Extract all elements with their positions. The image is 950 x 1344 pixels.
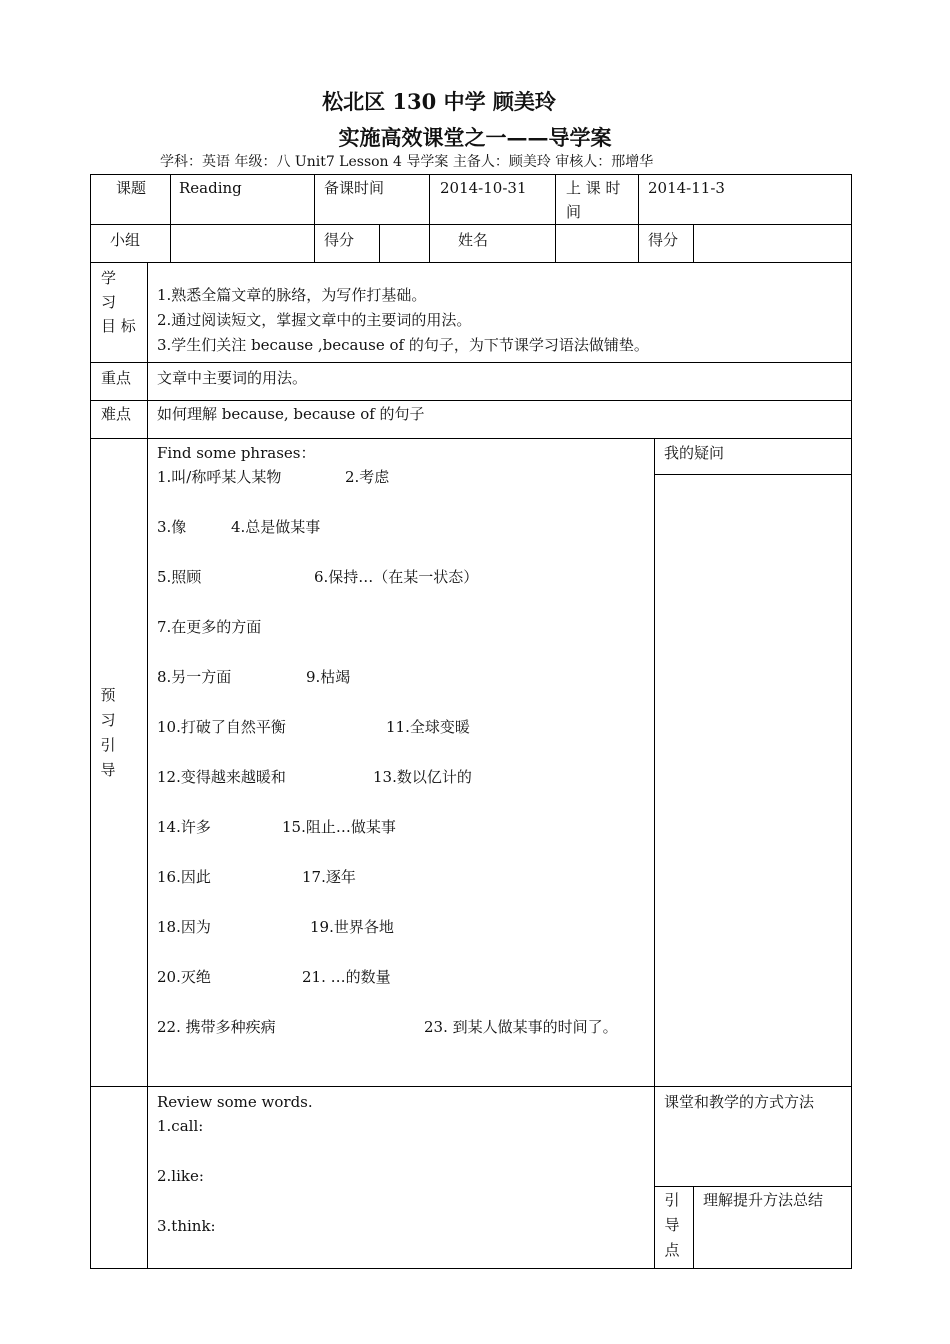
preview-label-char: 习 (100, 711, 116, 729)
school-title: 松北区 130 中学 顾美玲 (322, 89, 556, 114)
difficulty-text: 如何理解 because, because of 的句子 (157, 405, 425, 423)
phrase-item: 16.因此 (157, 868, 211, 886)
guide-label-char: 导 (664, 1216, 680, 1234)
guide-col-divider (693, 1186, 694, 1269)
phrase-item: 9.枯竭 (306, 668, 351, 686)
goals-label-line1: 学 (101, 269, 117, 287)
topic-value: Reading (179, 179, 242, 197)
table-border-left (90, 174, 91, 1269)
score-label: 得分 (648, 231, 679, 249)
phrase-item: 13.数以亿计的 (373, 768, 472, 786)
class-time-label: 上 课 时 (566, 179, 621, 197)
preview-label-char: 导 (100, 761, 116, 779)
phrases-heading: Find some phrases： (157, 444, 316, 462)
phrase-item: 12.变得越来越暖和 (157, 768, 286, 786)
phrase-item: 8.另一方面 (157, 668, 232, 686)
row-divider (90, 438, 852, 439)
phrase-item: 15.阻止…做某事 (282, 818, 396, 836)
phrase-item: 5.照顾 (157, 568, 202, 586)
document-subtitle: 学科：英语 年级：八 Unit7 Lesson 4 导学案 主备人：顾美玲 审核人：邢增华 (160, 154, 654, 170)
questions-divider (654, 474, 852, 475)
my-questions-label: 我的疑问 (664, 444, 725, 462)
prep-time-value: 2014-10-31 (440, 179, 527, 197)
difficulty-label: 难点 (101, 405, 132, 423)
phrase-item: 10.打破了自然平衡 (157, 718, 286, 736)
group-label: 小组 (110, 231, 141, 249)
table-border-top (90, 174, 852, 175)
score-label: 得分 (324, 231, 355, 249)
phrase-item: 7.在更多的方面 (157, 618, 262, 636)
row-divider (90, 362, 852, 363)
key-point-text: 文章中主要词的用法。 (157, 369, 308, 387)
phrase-item: 3.像 (157, 518, 187, 536)
label-col-divider (147, 262, 148, 1269)
phrase-item: 21. …的数量 (302, 968, 391, 986)
goals-label-line2: 习 (101, 293, 117, 311)
phrase-item: 23. 到某人做某事的时间了。 (424, 1018, 618, 1036)
col-divider (429, 224, 430, 262)
class-time-label-cont: 间 (566, 203, 582, 221)
row-divider (90, 1086, 852, 1087)
review-word: 1.call: (157, 1117, 204, 1135)
class-time-value: 2014-11-3 (648, 179, 725, 197)
name-label: 姓名 (458, 231, 489, 249)
col-divider (638, 174, 639, 262)
phrase-item: 20.灭绝 (157, 968, 211, 986)
row-divider (90, 262, 852, 263)
goal-item: 3.学生们关注 because ,because of 的句子，为下节课学习语法做铺垫。 (157, 336, 649, 354)
col-divider (429, 174, 430, 224)
summary-label: 理解提升方法总结 (703, 1191, 824, 1209)
phrase-item: 4.总是做某事 (231, 518, 321, 536)
review-heading: Review some words. (157, 1093, 313, 1111)
phrase-item: 1.叫/称呼某人某物 (157, 468, 282, 486)
page-title: 实施高效课堂之一——导学案 (338, 125, 612, 150)
topic-label: 课题 (116, 179, 147, 197)
col-divider (314, 174, 315, 262)
guide-label-char: 引 (664, 1191, 680, 1209)
table-border-bottom (90, 1268, 852, 1269)
methods-divider (654, 1186, 852, 1187)
review-word: 3.think: (157, 1217, 216, 1235)
side-col-divider (654, 438, 655, 1269)
preview-label-char: 引 (100, 736, 116, 754)
teaching-methods-label: 课堂和教学的方式方法 (664, 1093, 815, 1111)
guide-label-char: 点 (664, 1241, 680, 1259)
phrase-item: 18.因为 (157, 918, 211, 936)
phrase-item: 22. 携带多种疾病 (157, 1018, 276, 1036)
phrase-item: 17.逐年 (302, 868, 356, 886)
preview-label-char: 预 (100, 686, 116, 704)
review-word: 2.like: (157, 1167, 204, 1185)
phrase-item: 11.全球变暖 (386, 718, 470, 736)
key-point-label: 重点 (101, 369, 132, 387)
table-border-right (851, 174, 852, 1269)
prep-time-label: 备课时间 (324, 179, 385, 197)
goals-label-line3: 目 标 (101, 317, 136, 335)
col-divider (693, 224, 694, 262)
row-divider (90, 400, 852, 401)
row-divider (90, 224, 852, 225)
phrase-item: 19.世界各地 (310, 918, 394, 936)
phrase-item: 6.保持…（在某一状态） (314, 568, 479, 586)
phrase-item: 14.许多 (157, 818, 211, 836)
phrase-item: 2.考虑 (345, 468, 390, 486)
goal-item: 2.通过阅读短文，掌握文章中的主要词的用法。 (157, 311, 472, 329)
goal-item: 1.熟悉全篇文章的脉络，为写作打基础。 (157, 286, 427, 304)
col-divider (379, 224, 380, 262)
col-divider (170, 174, 171, 262)
col-divider (555, 174, 556, 262)
